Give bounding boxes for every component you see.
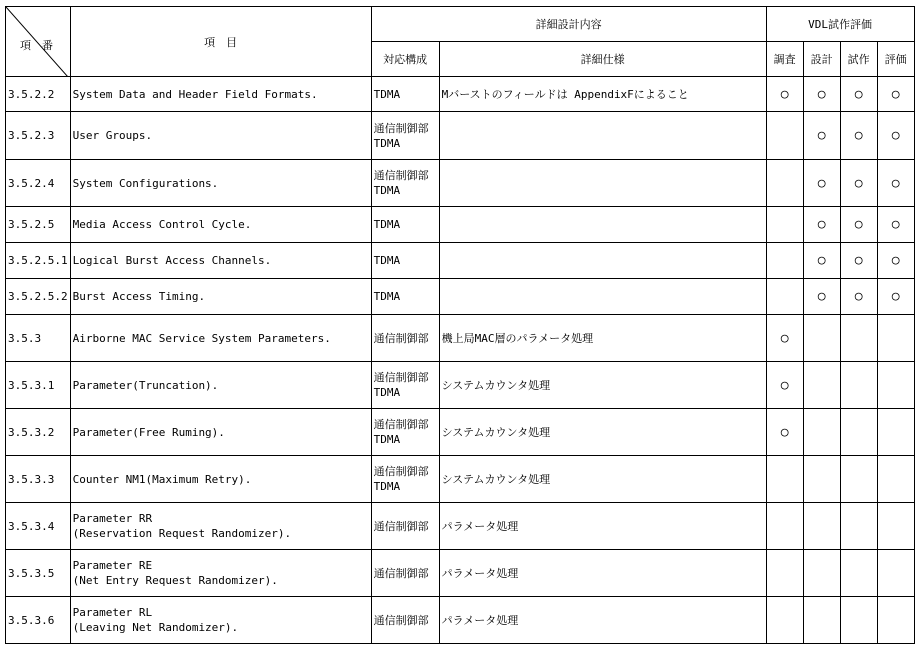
row-mark-survey: ○ bbox=[766, 315, 803, 362]
row-mark-prototype bbox=[840, 315, 877, 362]
row-item-title bbox=[70, 160, 371, 207]
row-correspondence-line: TDMA bbox=[373, 136, 401, 150]
row-item-number: 3.5.2.5 bbox=[6, 207, 71, 243]
table-row bbox=[6, 362, 915, 409]
row-detail-spec: パラメータ処理 bbox=[439, 550, 766, 597]
row-item-number: 3.5.3.3 bbox=[6, 456, 71, 503]
row-item-title bbox=[70, 279, 371, 315]
row-detail-spec: 機上局MAC層のパラメータ処理 bbox=[439, 315, 766, 362]
row-mark-survey: ○ bbox=[766, 409, 803, 456]
row-correspondence-line: TDMA bbox=[373, 290, 401, 303]
row-mark-prototype: ○ bbox=[840, 112, 877, 160]
row-mark-design bbox=[803, 409, 840, 456]
row-mark-prototype: ○ bbox=[840, 160, 877, 207]
row-item-title-line: Burst Access Timing. bbox=[72, 290, 206, 303]
row-mark-prototype bbox=[840, 550, 877, 597]
row-item-title-line: Parameter(Free Ruming). bbox=[72, 425, 225, 439]
row-correspondence-line: TDMA bbox=[373, 254, 401, 267]
table-header bbox=[6, 7, 915, 77]
row-mark-evaluation: ○ bbox=[877, 77, 914, 112]
row-mark-prototype bbox=[840, 597, 877, 644]
row-correspondence bbox=[371, 207, 439, 243]
row-detail-spec: システムカウンタ処理 bbox=[439, 409, 766, 456]
row-mark-prototype bbox=[840, 362, 877, 409]
row-mark-design bbox=[803, 503, 840, 550]
row-detail-spec bbox=[439, 112, 766, 160]
table-row bbox=[6, 243, 915, 279]
row-item-title bbox=[70, 550, 371, 597]
row-mark-design: ○ bbox=[803, 279, 840, 315]
row-correspondence bbox=[371, 362, 439, 409]
row-correspondence-line: TDMA bbox=[373, 87, 401, 101]
row-item-title-line: Media Access Control Cycle. bbox=[72, 218, 252, 231]
row-mark-design bbox=[803, 362, 840, 409]
row-item-title-line: Parameter RE bbox=[72, 559, 153, 572]
row-correspondence-line: TDMA bbox=[373, 386, 401, 399]
row-item-title bbox=[70, 112, 371, 160]
row-item-number: 3.5.3.5 bbox=[6, 550, 71, 597]
row-item-number: 3.5.2.5.1 bbox=[6, 243, 71, 279]
row-mark-evaluation bbox=[877, 597, 914, 644]
row-detail-spec: Mバーストのフィールドは AppendixFによること bbox=[439, 77, 766, 112]
row-detail-spec: パラメータ処理 bbox=[439, 503, 766, 550]
row-detail-spec: パラメータ処理 bbox=[439, 597, 766, 644]
row-detail-spec bbox=[439, 160, 766, 207]
row-item-title-line: System Data and Header Field Formats. bbox=[72, 87, 318, 101]
header-item-number bbox=[6, 7, 71, 77]
row-mark-prototype bbox=[840, 456, 877, 503]
table-row bbox=[6, 409, 915, 456]
row-correspondence bbox=[371, 243, 439, 279]
row-mark-design bbox=[803, 550, 840, 597]
row-item-number: 3.5.3.4 bbox=[6, 503, 71, 550]
row-mark-prototype: ○ bbox=[840, 77, 877, 112]
table-row bbox=[6, 112, 915, 160]
row-item-title-line: Parameter RR bbox=[72, 512, 153, 525]
row-item-title-line: System Configurations. bbox=[72, 176, 219, 190]
row-mark-survey bbox=[766, 456, 803, 503]
row-correspondence-line: TDMA bbox=[373, 433, 401, 446]
row-correspondence bbox=[371, 409, 439, 456]
row-mark-evaluation: ○ bbox=[877, 112, 914, 160]
row-correspondence bbox=[371, 112, 439, 160]
row-correspondence-line: 通信制御部 bbox=[373, 418, 429, 431]
table-row bbox=[6, 503, 915, 550]
row-item-title bbox=[70, 503, 371, 550]
table-row bbox=[6, 315, 915, 362]
table-row bbox=[6, 279, 915, 315]
table-row bbox=[6, 456, 915, 503]
row-correspondence-line: 通信制御部 bbox=[373, 519, 429, 533]
row-mark-design: ○ bbox=[803, 207, 840, 243]
row-item-number: 3.5.2.5.2 bbox=[6, 279, 71, 315]
header-eval-design: 設計 bbox=[803, 42, 840, 77]
table-body bbox=[6, 77, 915, 644]
table-row bbox=[6, 597, 915, 644]
row-detail-spec: システムカウンタ処理 bbox=[439, 456, 766, 503]
header-eval-evaluation: 評価 bbox=[877, 42, 914, 77]
row-item-title-line: (Net Entry Request Randomizer). bbox=[72, 574, 278, 587]
row-item-title bbox=[70, 409, 371, 456]
row-item-title-line: Airborne MAC Service System Parameters. bbox=[72, 331, 331, 345]
row-mark-design bbox=[803, 315, 840, 362]
row-mark-evaluation bbox=[877, 550, 914, 597]
row-mark-survey bbox=[766, 207, 803, 243]
table-row bbox=[6, 160, 915, 207]
spec-table bbox=[5, 6, 915, 644]
row-mark-prototype: ○ bbox=[840, 279, 877, 315]
row-mark-evaluation: ○ bbox=[877, 279, 914, 315]
row-item-number: 3.5.3.6 bbox=[6, 597, 71, 644]
row-correspondence-line: 通信制御部 bbox=[373, 371, 429, 384]
row-item-title-line: User Groups. bbox=[72, 129, 153, 142]
table-row bbox=[6, 77, 915, 112]
row-item-title-line: Parameter(Truncation). bbox=[72, 378, 219, 392]
row-item-number: 3.5.2.2 bbox=[6, 77, 71, 112]
row-mark-evaluation bbox=[877, 503, 914, 550]
row-correspondence-line: TDMA bbox=[373, 218, 401, 231]
row-correspondence bbox=[371, 279, 439, 315]
row-detail-spec bbox=[439, 207, 766, 243]
header-correspondence: 対応構成 bbox=[371, 42, 439, 77]
row-detail-spec: システムカウンタ処理 bbox=[439, 362, 766, 409]
row-item-number: 3.5.3.2 bbox=[6, 409, 71, 456]
header-detail-spec: 詳細仕様 bbox=[439, 42, 766, 77]
header-item-number-label: 項 番 bbox=[20, 39, 53, 52]
row-item-title bbox=[70, 456, 371, 503]
row-mark-evaluation bbox=[877, 409, 914, 456]
row-mark-evaluation: ○ bbox=[877, 243, 914, 279]
row-mark-design: ○ bbox=[803, 77, 840, 112]
row-mark-survey: ○ bbox=[766, 362, 803, 409]
table-row bbox=[6, 550, 915, 597]
row-item-title-line: (Leaving Net Randomizer). bbox=[72, 621, 239, 634]
row-item-title bbox=[70, 362, 371, 409]
row-correspondence bbox=[371, 503, 439, 550]
row-correspondence-line: 通信制御部 bbox=[373, 566, 429, 580]
row-item-number: 3.5.3 bbox=[6, 315, 71, 362]
row-mark-design: ○ bbox=[803, 112, 840, 160]
row-item-title bbox=[70, 207, 371, 243]
row-correspondence-line: 通信制御部 bbox=[373, 465, 429, 478]
row-correspondence bbox=[371, 597, 439, 644]
row-mark-survey bbox=[766, 160, 803, 207]
row-mark-survey bbox=[766, 279, 803, 315]
row-mark-evaluation bbox=[877, 315, 914, 362]
row-detail-spec bbox=[439, 279, 766, 315]
row-item-title-line: Parameter RL bbox=[72, 606, 153, 619]
row-correspondence-line: TDMA bbox=[373, 184, 401, 197]
row-correspondence-line: TDMA bbox=[373, 480, 401, 493]
row-item-title-line: Logical Burst Access Channels. bbox=[72, 254, 272, 267]
row-mark-survey: ○ bbox=[766, 77, 803, 112]
row-mark-evaluation bbox=[877, 362, 914, 409]
row-mark-survey bbox=[766, 550, 803, 597]
row-mark-design: ○ bbox=[803, 160, 840, 207]
row-mark-survey bbox=[766, 597, 803, 644]
table-row bbox=[6, 207, 915, 243]
row-mark-prototype bbox=[840, 503, 877, 550]
row-detail-spec bbox=[439, 243, 766, 279]
row-mark-design: ○ bbox=[803, 243, 840, 279]
row-mark-evaluation bbox=[877, 456, 914, 503]
row-mark-prototype: ○ bbox=[840, 207, 877, 243]
row-correspondence bbox=[371, 315, 439, 362]
header-vdl-eval: VDL試作評価 bbox=[766, 7, 914, 42]
row-item-title bbox=[70, 597, 371, 644]
header-item: 項 目 bbox=[70, 7, 371, 77]
row-mark-evaluation: ○ bbox=[877, 207, 914, 243]
row-mark-survey bbox=[766, 243, 803, 279]
row-correspondence bbox=[371, 550, 439, 597]
row-item-number: 3.5.3.1 bbox=[6, 362, 71, 409]
row-correspondence bbox=[371, 160, 439, 207]
header-detail-design: 詳細設計内容 bbox=[371, 7, 766, 42]
row-correspondence-line: 通信制御部 bbox=[373, 613, 429, 627]
row-mark-prototype bbox=[840, 409, 877, 456]
row-mark-survey bbox=[766, 503, 803, 550]
row-correspondence-line: 通信制御部 bbox=[373, 121, 429, 135]
row-item-number: 3.5.2.4 bbox=[6, 160, 71, 207]
row-item-number: 3.5.2.3 bbox=[6, 112, 71, 160]
row-mark-evaluation: ○ bbox=[877, 160, 914, 207]
row-mark-prototype: ○ bbox=[840, 243, 877, 279]
header-eval-prototype: 試作 bbox=[840, 42, 877, 77]
row-correspondence-line: 通信制御部 bbox=[373, 169, 429, 182]
row-mark-survey bbox=[766, 112, 803, 160]
row-item-title bbox=[70, 315, 371, 362]
row-correspondence bbox=[371, 77, 439, 112]
row-mark-design bbox=[803, 597, 840, 644]
row-item-title bbox=[70, 243, 371, 279]
row-correspondence-line: 通信制御部 bbox=[373, 331, 429, 345]
row-mark-design bbox=[803, 456, 840, 503]
row-correspondence bbox=[371, 456, 439, 503]
header-eval-survey: 調査 bbox=[766, 42, 803, 77]
row-item-title-line: (Reservation Request Randomizer). bbox=[72, 527, 292, 540]
row-item-title-line: Counter NM1(Maximum Retry). bbox=[72, 472, 252, 486]
row-item-title bbox=[70, 77, 371, 112]
